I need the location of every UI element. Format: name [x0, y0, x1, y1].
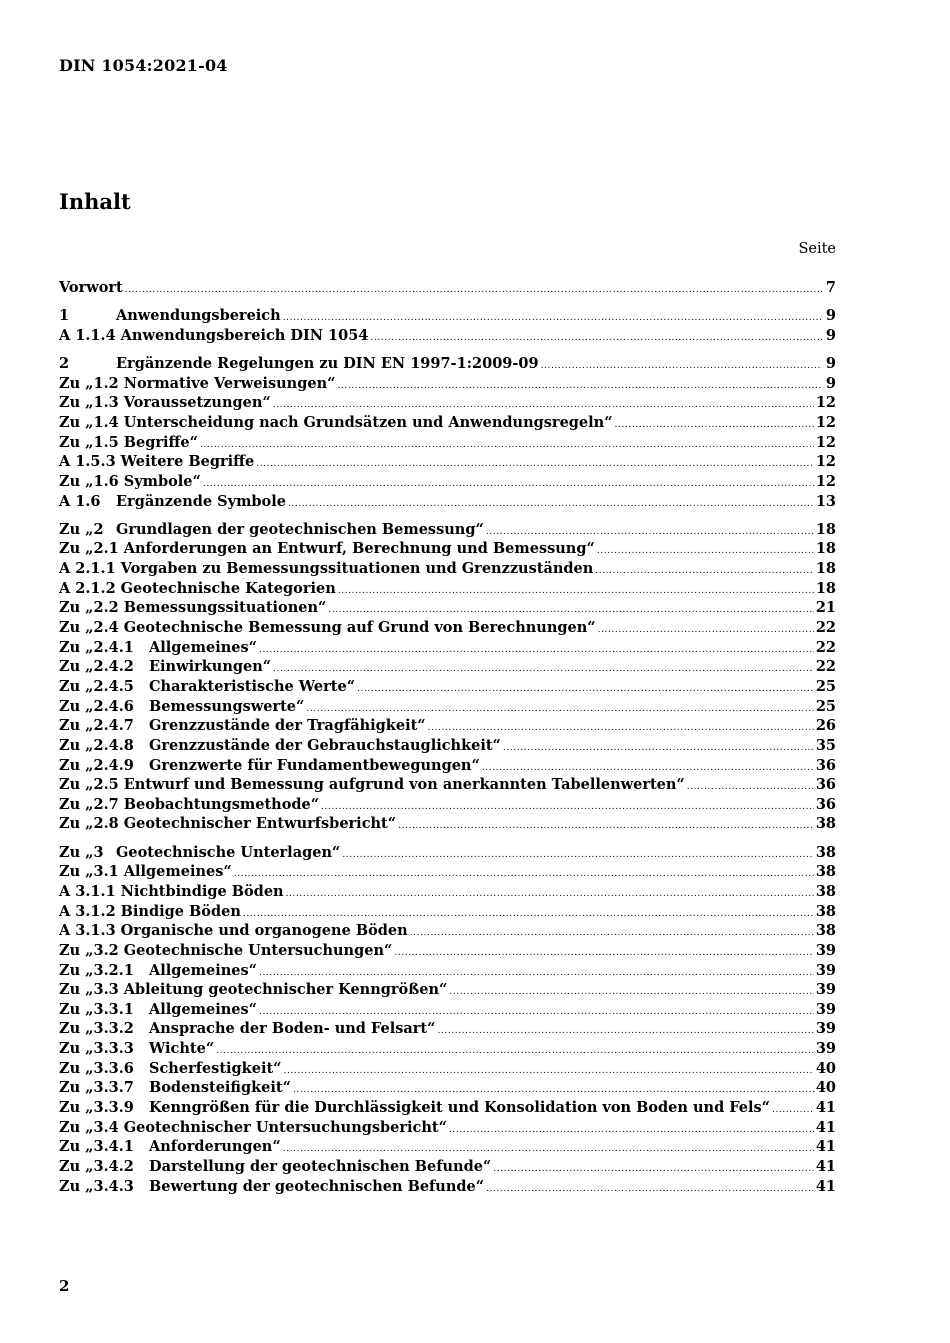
toc-entry-number: 2	[59, 355, 70, 373]
toc-entry-label: Kenngrößen für die Durchlässigkeit und Konsolidation von Boden und Fels“	[149, 1099, 770, 1116]
toc-dot-leader	[125, 281, 822, 301]
toc-entry[interactable]	[59, 843, 836, 863]
toc-entry-label: Bodensteifigkeit“	[149, 1079, 291, 1097]
toc-entry-label: Grenzwerte für Fundamentbewegungen“	[149, 756, 480, 774]
toc-entry-page: 41	[815, 1118, 836, 1136]
toc-entry-label: Ableitung geotechnischer Kenngrößen“	[123, 981, 448, 999]
toc-entry-number: A 1.5.3	[59, 453, 116, 471]
toc-entry-label: Wichte“	[149, 1040, 215, 1058]
toc-entry-page: 22	[815, 638, 836, 656]
toc-entry-page: 36	[815, 756, 836, 774]
toc-entry-number: Zu „2.4.6	[59, 697, 134, 715]
toc-entry-page: 38	[815, 902, 836, 920]
toc-entry-label: Beobachtungsmethode“	[123, 795, 320, 813]
toc-dot-leader	[234, 865, 814, 885]
toc-entry-page: 39	[815, 1000, 836, 1018]
toc-entry-page: 18	[815, 579, 836, 597]
toc-entry-page: 7	[825, 279, 836, 296]
toc-entry-page: 39	[815, 1020, 836, 1038]
toc-entry[interactable]	[59, 452, 836, 472]
seite-column-label: Seite	[798, 241, 836, 257]
toc-dot-leader	[687, 778, 814, 798]
toc-dot-leader	[410, 924, 814, 944]
toc-entry-label: Geotechnischer Untersuchungsbericht“	[123, 1118, 447, 1136]
toc-dot-leader	[449, 1121, 814, 1141]
toc-entry[interactable]	[59, 902, 836, 922]
toc-entry[interactable]	[59, 1039, 836, 1059]
toc-entry-number: Zu „3.3.7	[59, 1079, 134, 1097]
toc-entry[interactable]	[59, 413, 836, 433]
toc-entry-page: 40	[815, 1059, 836, 1077]
toc-entry-label: Weitere Begriffe	[120, 453, 255, 471]
toc-entry[interactable]	[59, 306, 836, 326]
toc-entry-number: Zu „1.3	[59, 394, 119, 412]
toc-entry-number: Zu „1.5	[59, 433, 119, 451]
toc-entry[interactable]	[59, 921, 836, 941]
toc-entry-number: Zu „2.4.2	[59, 658, 134, 676]
toc-entry-label: Charakteristische Werte“	[149, 677, 356, 695]
toc-entry-number: Zu „2.4.7	[59, 717, 134, 735]
toc-entry-number: A 3.1.3	[59, 922, 116, 940]
toc-entry-number: Zu „2.4.8	[59, 736, 134, 754]
toc-entry-number: Zu „3.1	[59, 863, 119, 881]
toc-entry-page: 36	[815, 776, 836, 794]
toc-entry-page: 18	[815, 560, 836, 578]
toc-entry[interactable]	[59, 579, 836, 599]
toc-entry-label: Bewertung der geotechnischen Befunde“	[149, 1177, 485, 1195]
toc-entry[interactable]	[59, 618, 836, 638]
toc-dot-leader	[398, 817, 814, 837]
toc-entry[interactable]	[59, 961, 836, 981]
toc-entry-page: 39	[815, 1040, 836, 1058]
toc-entry-label: Geotechnische Bemessung auf Grund von Berechnungen“	[123, 619, 596, 637]
toc-entry-number: Zu „3.3.2	[59, 1020, 134, 1038]
toc-entry-page: 25	[815, 697, 836, 715]
toc-entry-label: Allgemeines“	[149, 961, 257, 979]
toc-entry-number: A 3.1.1	[59, 882, 116, 900]
toc-entry-label: Geotechnischer Entwurfsbericht“	[123, 815, 397, 833]
toc-dot-leader	[541, 357, 822, 377]
toc-entry-number: A 2.1.2	[59, 579, 116, 597]
toc-dot-leader	[597, 542, 814, 562]
toc-entry-number: Zu „2.7	[59, 795, 119, 813]
toc-entry-number: 1	[59, 307, 70, 325]
toc-entry[interactable]	[59, 472, 836, 492]
toc-entry-label: Scherfestigkeit“	[149, 1059, 282, 1077]
toc-entry-number: Zu „2.4.5	[59, 677, 134, 695]
toc-dot-leader	[370, 329, 822, 349]
toc-entry[interactable]	[59, 326, 836, 346]
toc-entry[interactable]	[59, 559, 836, 579]
toc-entry-number: Zu „2.2	[59, 599, 119, 617]
toc-entry-label: Entwurf und Bemessung aufgrund von anerkannten Tabellenwerten“	[123, 776, 685, 794]
toc-entry[interactable]	[59, 795, 836, 815]
toc-entry-number: Zu „2.4.1	[59, 638, 134, 656]
toc-entry-label: Voraussetzungen“	[123, 394, 271, 412]
toc-dot-leader	[284, 1062, 814, 1082]
toc-entry-number: Zu „2.4.9	[59, 756, 134, 774]
toc-entry-page: 22	[815, 658, 836, 676]
toc-entry-number: Zu „3.3.1	[59, 1000, 134, 1018]
toc-entry-page: 41	[815, 1157, 836, 1175]
toc-dot-leader	[337, 377, 822, 397]
toc-entry-page: 40	[815, 1079, 836, 1097]
toc-entry-label: Grenzzustände der Gebrauchstauglichkeit“	[149, 736, 501, 754]
toc-entry-label: Anforderungen“	[149, 1138, 281, 1156]
toc-entry[interactable]	[59, 1019, 836, 1039]
toc-entry[interactable]	[59, 1078, 836, 1098]
toc-entry-label: Anforderungen an Entwurf, Berechnung und Bemessung“	[123, 540, 595, 558]
toc-entry-label: Bemessungswerte“	[149, 697, 305, 715]
toc-entry-number: Zu „3.3.3	[59, 1040, 134, 1058]
toc-entry-label: Grenzzustände der Tragfähigkeit“	[149, 717, 426, 735]
toc-entry-page: 12	[815, 433, 836, 451]
toc-dot-leader	[203, 475, 814, 495]
toc-entry-page: 39	[815, 941, 836, 959]
table-of-contents	[59, 278, 836, 1205]
toc-entry-label: Geotechnische Unterlagen“	[116, 843, 341, 861]
toc-entry[interactable]	[59, 862, 836, 882]
toc-entry-page: 12	[815, 414, 836, 432]
toc-entry[interactable]	[59, 433, 836, 453]
toc-entry[interactable]	[59, 520, 836, 540]
toc-entry-number: Zu „3	[59, 843, 104, 861]
toc-dot-leader	[288, 495, 814, 515]
toc-entry[interactable]	[59, 697, 836, 717]
toc-dot-leader	[486, 1180, 814, 1200]
toc-entry-page: 9	[825, 374, 836, 392]
toc-entry-page: 26	[815, 717, 836, 735]
page-number: 2	[59, 1277, 70, 1295]
toc-entry[interactable]	[59, 1157, 836, 1177]
toc-entry-label: Bemessungssituationen“	[123, 599, 327, 617]
toc-entry-label: Nichtbindige Böden	[120, 882, 284, 900]
toc-entry-page: 18	[815, 520, 836, 538]
document-id: DIN 1054:2021-04	[59, 56, 228, 75]
toc-entry-number: Zu „3.2.1	[59, 961, 134, 979]
toc-group	[59, 278, 836, 298]
toc-entry-number: A 1.1.4	[59, 326, 116, 344]
toc-entry[interactable]	[59, 1177, 836, 1197]
toc-entry-number: Zu „2.8	[59, 815, 119, 833]
toc-entry-page: 38	[815, 863, 836, 881]
toc-entry-page: 38	[815, 843, 836, 861]
toc-entry-page: 21	[815, 599, 836, 617]
toc-group	[59, 354, 836, 511]
toc-dot-leader	[286, 885, 814, 905]
toc-entry[interactable]	[59, 393, 836, 413]
toc-dot-leader	[338, 582, 814, 602]
toc-entry[interactable]	[59, 1000, 836, 1020]
toc-entry-label: Ergänzende Regelungen zu DIN EN 1997-1:2009-09	[116, 355, 539, 373]
toc-dot-leader	[259, 641, 814, 661]
toc-dot-leader	[772, 1101, 814, 1121]
toc-entry[interactable]	[59, 736, 836, 756]
toc-entry[interactable]	[59, 1059, 836, 1079]
toc-entry[interactable]	[59, 1137, 836, 1157]
toc-entry-page: 13	[815, 492, 836, 510]
toc-entry[interactable]	[59, 1098, 836, 1118]
toc-entry-page: 9	[825, 307, 836, 325]
toc-group	[59, 306, 836, 345]
toc-dot-leader	[394, 944, 813, 964]
toc-dot-leader	[216, 1042, 814, 1062]
toc-entry[interactable]	[59, 492, 836, 512]
toc-entry-number: Zu „3.4.3	[59, 1177, 134, 1195]
toc-entry[interactable]	[59, 598, 836, 618]
page-title: Inhalt	[59, 189, 131, 214]
toc-entry-page: 41	[815, 1177, 836, 1195]
toc-dot-leader	[449, 983, 813, 1003]
toc-entry-label: Allgemeines“	[123, 863, 232, 881]
toc-entry-page: 38	[815, 882, 836, 900]
toc-entry[interactable]	[59, 374, 836, 394]
toc-entry-number: A 2.1.1	[59, 560, 116, 578]
toc-dot-leader	[615, 416, 814, 436]
toc-entry-label: Normative Verweisungen“	[123, 374, 336, 392]
toc-entry-label: Anwendungsbereich	[116, 307, 281, 325]
toc-entry-page: 41	[815, 1099, 836, 1116]
toc-entry-page: 18	[815, 540, 836, 558]
toc-entry-number: A 3.1.2	[59, 902, 116, 920]
toc-entry-label: Allgemeines“	[149, 1000, 257, 1018]
toc-entry-page: 12	[815, 453, 836, 471]
toc-entry[interactable]	[59, 657, 836, 677]
toc-dot-leader	[437, 1022, 813, 1042]
toc-entry-label: Geotechnische Kategorien	[120, 579, 336, 597]
toc-entry-number: Zu „1.4	[59, 414, 119, 432]
toc-entry-page: 12	[815, 472, 836, 490]
toc-entry[interactable]	[59, 941, 836, 961]
toc-dot-leader	[200, 436, 814, 456]
toc-entry-page: 12	[815, 394, 836, 412]
toc-entry-number: Zu „2.4	[59, 619, 119, 637]
toc-entry[interactable]	[59, 539, 836, 559]
toc-dot-leader	[493, 1160, 814, 1180]
toc-entry[interactable]	[59, 1118, 836, 1138]
toc-dot-leader	[595, 562, 814, 582]
toc-entry-label: Ergänzende Symbole	[116, 492, 286, 510]
toc-entry-label: Unterscheidung nach Grundsätzen und Anwendungsregeln“	[123, 414, 613, 432]
toc-dot-leader	[256, 455, 814, 475]
toc-entry-label: Organische und organogene Böden	[120, 922, 408, 940]
toc-entry[interactable]	[59, 814, 836, 834]
toc-entry-label: Allgemeines“	[149, 638, 257, 656]
toc-entry-number: Zu „2.1	[59, 540, 119, 558]
toc-entry-label: Ansprache der Boden- und Felsart“	[149, 1020, 436, 1038]
toc-entry-page: 41	[815, 1138, 836, 1156]
toc-entry-number: Zu „3.2	[59, 941, 119, 959]
toc-entry-page: 36	[815, 795, 836, 813]
toc-entry-label: Bindige Böden	[120, 902, 241, 920]
toc-dot-leader	[357, 680, 814, 700]
toc-entry-number: Zu „3.4.1	[59, 1138, 134, 1156]
toc-entry-page: 9	[825, 326, 836, 344]
toc-entry-page: 38	[815, 815, 836, 833]
toc-entry-page: 25	[815, 677, 836, 695]
toc-entry-label: Symbole“	[123, 472, 201, 490]
toc-entry[interactable]	[59, 756, 836, 776]
toc-entry-label: Darstellung der geotechnischen Befunde“	[149, 1157, 492, 1175]
toc-entry-number: Zu „2.5	[59, 776, 119, 794]
toc-entry-number: Zu „1.6	[59, 472, 119, 490]
toc-group	[59, 843, 836, 1197]
toc-entry-page: 39	[815, 981, 836, 999]
toc-dot-leader	[342, 846, 813, 866]
toc-entry[interactable]	[59, 775, 836, 795]
toc-entry-label: Geotechnische Untersuchungen“	[123, 941, 393, 959]
toc-entry[interactable]	[59, 677, 836, 697]
toc-entry-number: Zu „2	[59, 520, 104, 538]
toc-entry-number: Zu „3.3.9	[59, 1099, 134, 1116]
toc-entry-number: Zu „3.4.2	[59, 1157, 134, 1175]
toc-entry-label: Anwendungsbereich DIN 1054	[120, 326, 369, 344]
toc-entry-number: Zu „3.4	[59, 1118, 119, 1136]
toc-entry[interactable]	[59, 638, 836, 658]
toc-entry[interactable]	[59, 354, 836, 374]
toc-entry-label: Begriffe“	[123, 433, 198, 451]
toc-group	[59, 520, 836, 834]
toc-entry-page: 39	[815, 961, 836, 979]
toc-entry-page: 35	[815, 736, 836, 754]
toc-entry-label: Grundlagen der geotechnischen Bemessung“	[116, 520, 484, 538]
toc-entry[interactable]	[59, 278, 836, 298]
toc-entry-number: Zu „1.2	[59, 374, 119, 392]
toc-entry[interactable]	[59, 882, 836, 902]
toc-entry-label: Einwirkungen“	[149, 658, 272, 676]
toc-entry-page: 38	[815, 922, 836, 940]
toc-entry-number: A 1.6	[59, 492, 101, 510]
toc-entry-number: Zu „3.3.6	[59, 1059, 134, 1077]
toc-dot-leader	[598, 621, 814, 641]
toc-entry-page: 22	[815, 619, 836, 637]
toc-entry-label: Vorgaben zu Bemessungssituationen und Grenzzuständen	[120, 560, 594, 578]
toc-entry[interactable]	[59, 716, 836, 736]
toc-entry-number: Zu „3.3	[59, 981, 119, 999]
toc-entry-page: 9	[825, 355, 836, 373]
toc-dot-leader	[503, 739, 814, 759]
toc-entry-label: Vorwort	[59, 279, 123, 296]
